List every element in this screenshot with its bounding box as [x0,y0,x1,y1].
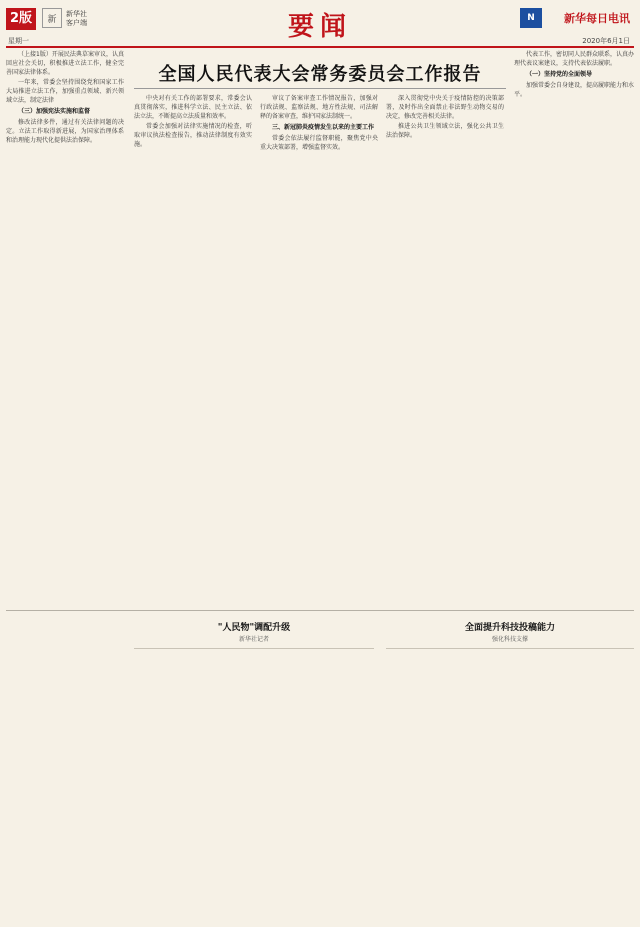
newspaper-brand: 新华每日电讯 [564,12,630,25]
divider [134,648,374,649]
xinhua-client-text: 新华社 客户端 [66,10,87,27]
paragraph: 加强常委会自身建设，提高履职能力和水平。 [514,82,634,98]
paragraph: 常委会加强对法律实施情况的检查，听取审议执法检查报告，推动法律制度有效实施。 [134,123,252,148]
column-2 [134,94,252,550]
subheading: 三、新冠肺炎疫情发生以来的主要工作 [272,124,375,131]
page-header [6,4,634,48]
news-logo-icon: N [520,8,542,28]
divider [386,648,634,649]
paragraph: 一年来，常委会坚持围绕党和国家工作大局推进立法工作，加强重点领域、新兴领域立法，制定法律 [6,79,124,104]
column-5 [514,50,634,550]
column-3 [260,94,378,550]
paragraph: 推进公共卫生领域立法，强化公共卫生法治保障。 [386,123,504,139]
bottom-right-article [386,620,634,916]
article-title: 全面提升科技投稿能力 [464,623,555,633]
paragraph: 修改法律多件，通过有关法律问题的决定。立法工作取得新进展，为国家治理体系和治理能力现代化提供法治保障。 [6,119,124,144]
subheading: （三）加强宪法实施和监督 [18,108,91,115]
article-subtitle: 强化科技支撑 [491,636,528,643]
weekday: 星期一 [8,37,29,45]
section-divider [6,610,634,611]
column-4 [386,94,504,550]
section-title: 要闻 [287,12,352,42]
column-1 [6,50,124,550]
headline-rule [134,88,506,89]
paragraph: 中央对有关工作的部署要求，常委会认真贯彻落实，推进科学立法、民主立法、依法立法，不断提高立法质量和效率。 [134,95,252,120]
page-number-badge: 2版 [6,8,36,30]
subheading: （一）坚持党的全面领导 [526,71,593,78]
paragraph: 深入贯彻党中央关于疫情防控的决策部署，及时作出全面禁止非法野生动物交易的决定，修改完善相关法律。 [386,95,504,120]
paragraph: （上接1版）开展民法典草案审议，认真回应社会关切，积极推进立法工作，健全完善国家法律体系。 [6,51,124,76]
xinhua-logo-icon: 新 [42,8,62,28]
paragraph: 审议了备案审查工作情况报告，加强对行政法规、监察法规、地方性法规、司法解释的备案审查，维护国家法制统一。 [260,95,378,120]
paragraph: 常委会依法履行监督职能，聚焦党中央重大决策部署，增强监督实效。 [260,135,378,151]
main-headline: 全国人民代表大会常务委员会工作报告 [158,64,482,85]
issue-date: 2020年6月1日 [582,37,630,45]
feature-title: "人民物"调配升级 [217,623,291,633]
feature-byline: 新华社记者 [238,636,269,643]
bottom-feature [134,620,374,916]
article-body [6,50,634,921]
paragraph: 代表工作，密切同人民群众联系，认真办理代表议案建议，支持代表依法履职。 [514,51,634,67]
